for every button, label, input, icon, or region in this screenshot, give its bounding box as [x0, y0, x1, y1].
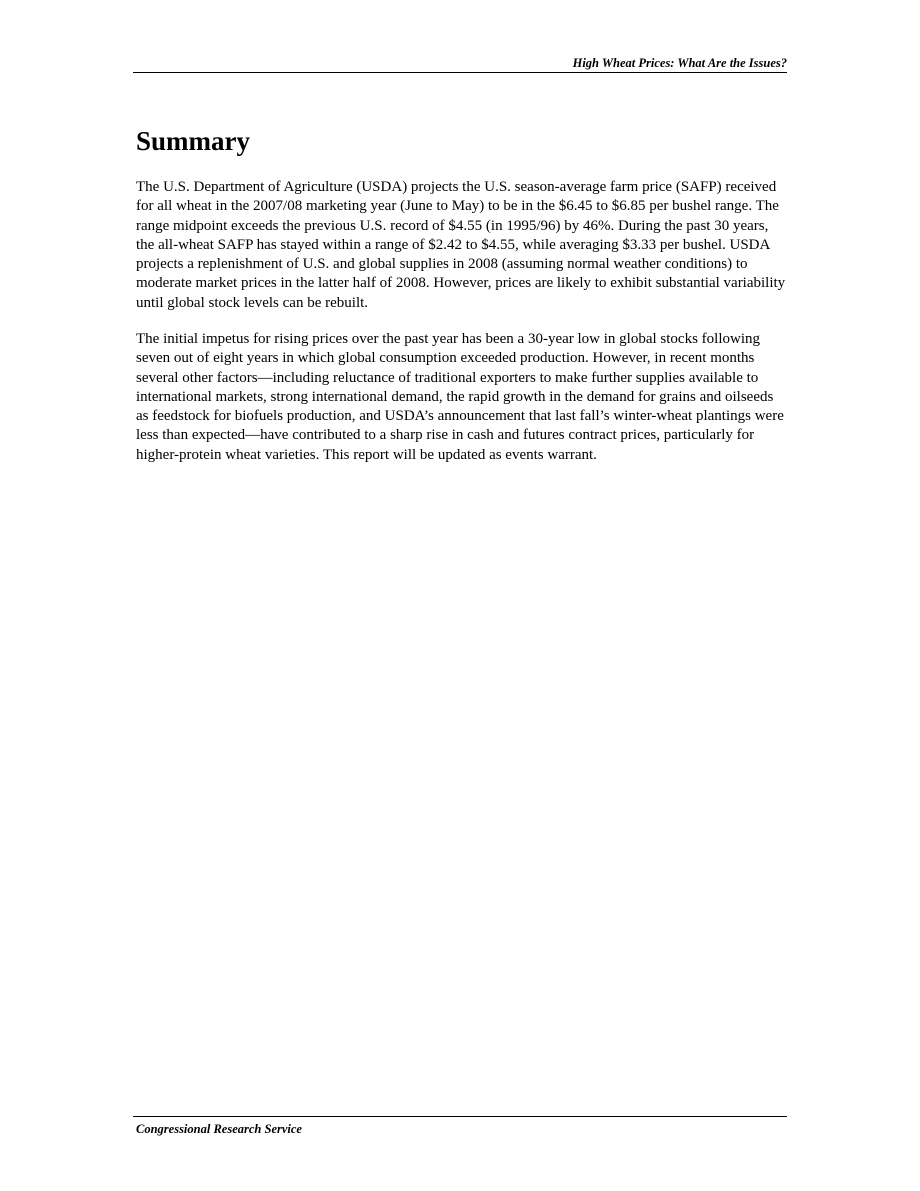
- running-footer: Congressional Research Service: [136, 1122, 302, 1136]
- running-header: High Wheat Prices: What Are the Issues?: [572, 56, 787, 70]
- page-title: Summary: [136, 126, 250, 156]
- summary-paragraph-1: The U.S. Department of Agriculture (USDA) projects the U.S. season-average farm price (SAFP) received for all wheat in the 2007/08 marketing year (June to May) to be in the $6.45 to $6.85 per bushel range. The range midpoint exceeds the previous U.S. record of $4.55 (in 1995/96) by 46%. During the past 30 years, the all-wheat SAFP has stayed within a range of $2.42 to $4.55, while averaging $3.33 per bushel. USDA projects a replenishment of U.S. and global supplies in 2008 (assuming normal weather conditions) to moderate market prices in the latter half of 2008. However, prices are likely to exhibit substantial variability until global stock levels can be rebuilt.: [136, 179, 786, 311]
- footer-divider: [133, 1116, 787, 1117]
- summary-paragraph-2: The initial impetus for rising prices over the past year has been a 30-year low in global stocks following seven out of eight years in which global consumption exceeded production. However, in recent months several other factors—including reluctance of traditional exporters to make further supplies available to international markets, strong international demand, the rapid growth in the demand for grains and oilseeds as feedstock for biofuels production, and USDA’s announcement that last fall’s winter-wheat plantings were less than expected—have contributed to a sharp rise in cash and futures contract prices, particularly for higher-protein wheat varieties. This report will be updated as events warrant.: [136, 331, 784, 463]
- header-divider: [133, 72, 787, 73]
